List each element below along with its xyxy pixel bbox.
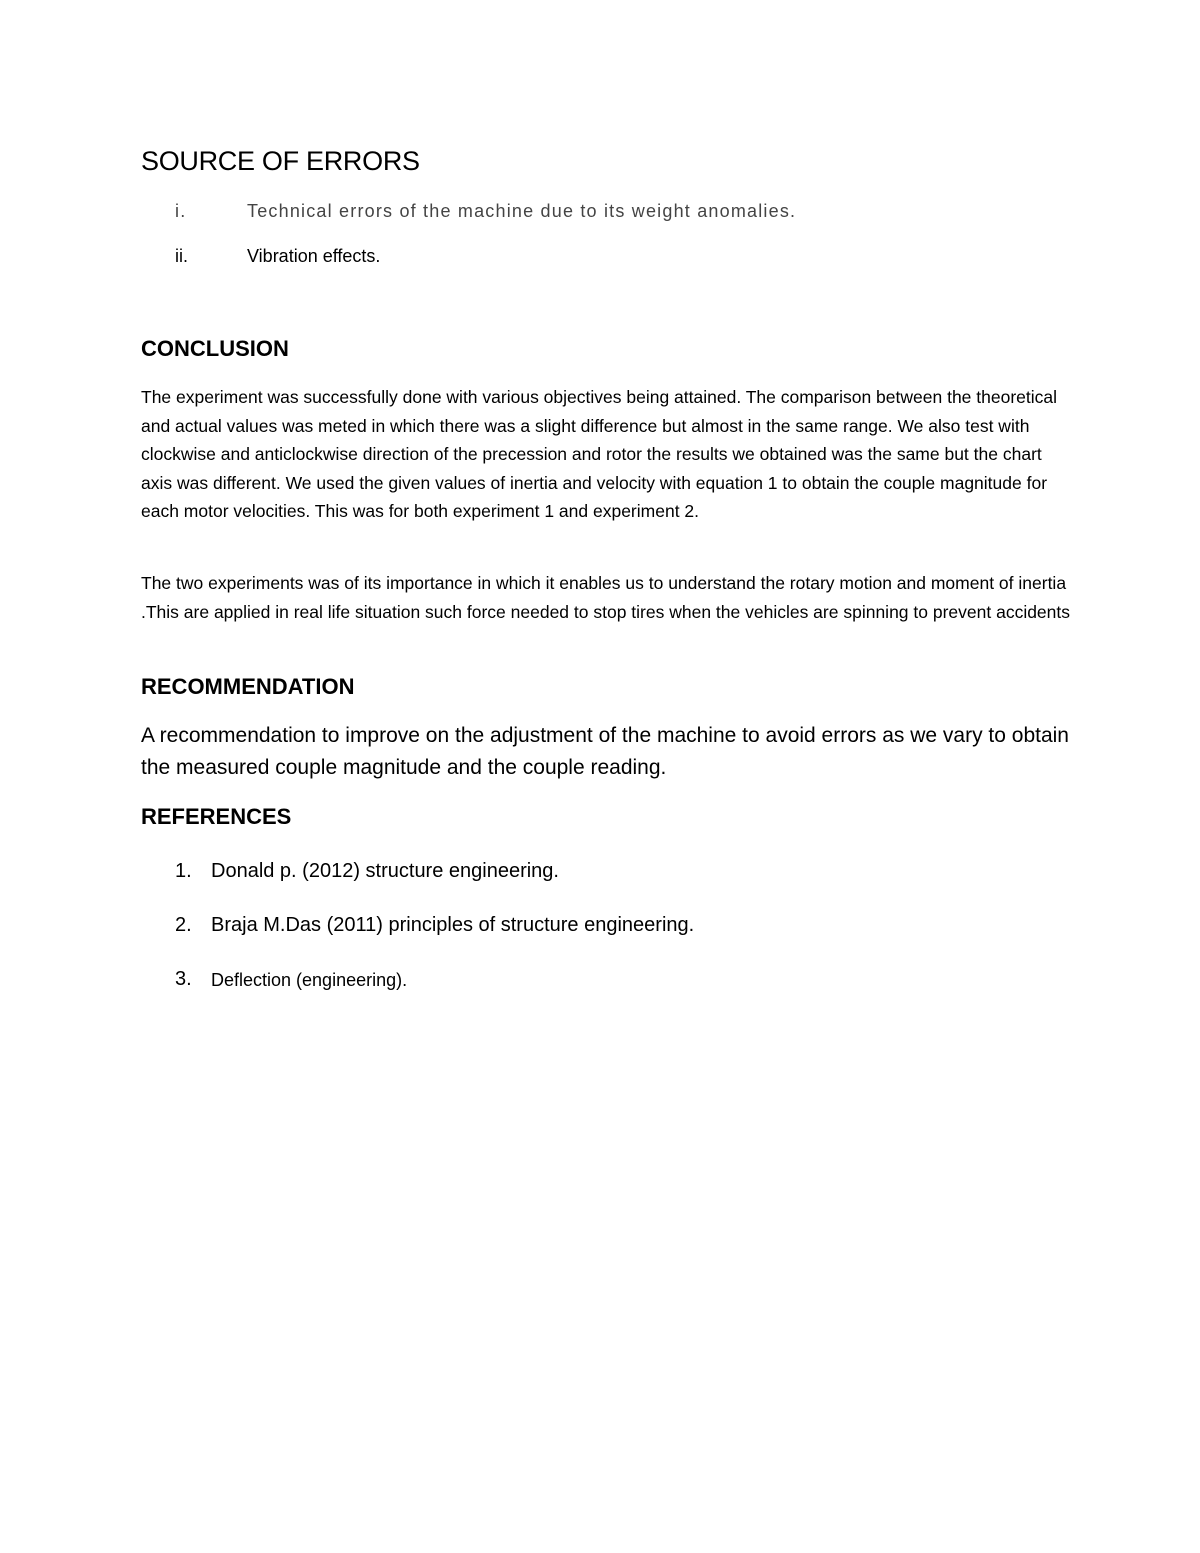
conclusion-paragraph: The two experiments was of its importance in which it enables us to understand the rotary motion and moment of inertia .This are applied in real life situation such force needed to stop tires when the vehicles are spinning to prevent accidents: [141, 573, 1071, 622]
list-item-text: Vibration effects.: [247, 246, 381, 266]
conclusion-paragraph: The experiment was successfully done with various objectives being attained. The comparison between the theoretical and actual values was meted in which there was a slight difference but almost in the same range. We also test with clockwise and anticlockwise direction of the precession and rotor the results we obtained was the same but the chart axis was different. We used the given values of inertia and velocity with equation 1 to obtain the couple magnitude for each motor velocities. This was for both experiment 1 and experiment 2.: [141, 387, 1058, 521]
recommendation-text: A recommendation to improve on the adjustment of the machine to avoid errors as we vary to obtain the measured couple magnitude and the couple reading.: [141, 724, 1069, 779]
list-item-number: i.: [175, 201, 187, 221]
conclusion-heading: CONCLUSION: [141, 336, 289, 361]
reference-text: Deflection (engineering).: [211, 970, 408, 990]
list-item-text: Technical errors of the machine due to its weight anomalies.: [247, 201, 797, 221]
reference-number: 1.: [175, 860, 192, 882]
reference-number: 3.: [175, 968, 192, 990]
reference-text: Donald p. (2012) structure engineering.: [211, 860, 559, 882]
recommendation-heading: RECOMMENDATION: [141, 674, 355, 699]
list-item-number: ii.: [175, 246, 188, 266]
references-heading: REFERENCES: [141, 804, 292, 829]
reference-text: Braja M.Das (2011) principles of structure engineering.: [211, 914, 695, 936]
source-of-errors-heading: SOURCE OF ERRORS: [141, 146, 420, 176]
reference-number: 2.: [175, 914, 192, 936]
